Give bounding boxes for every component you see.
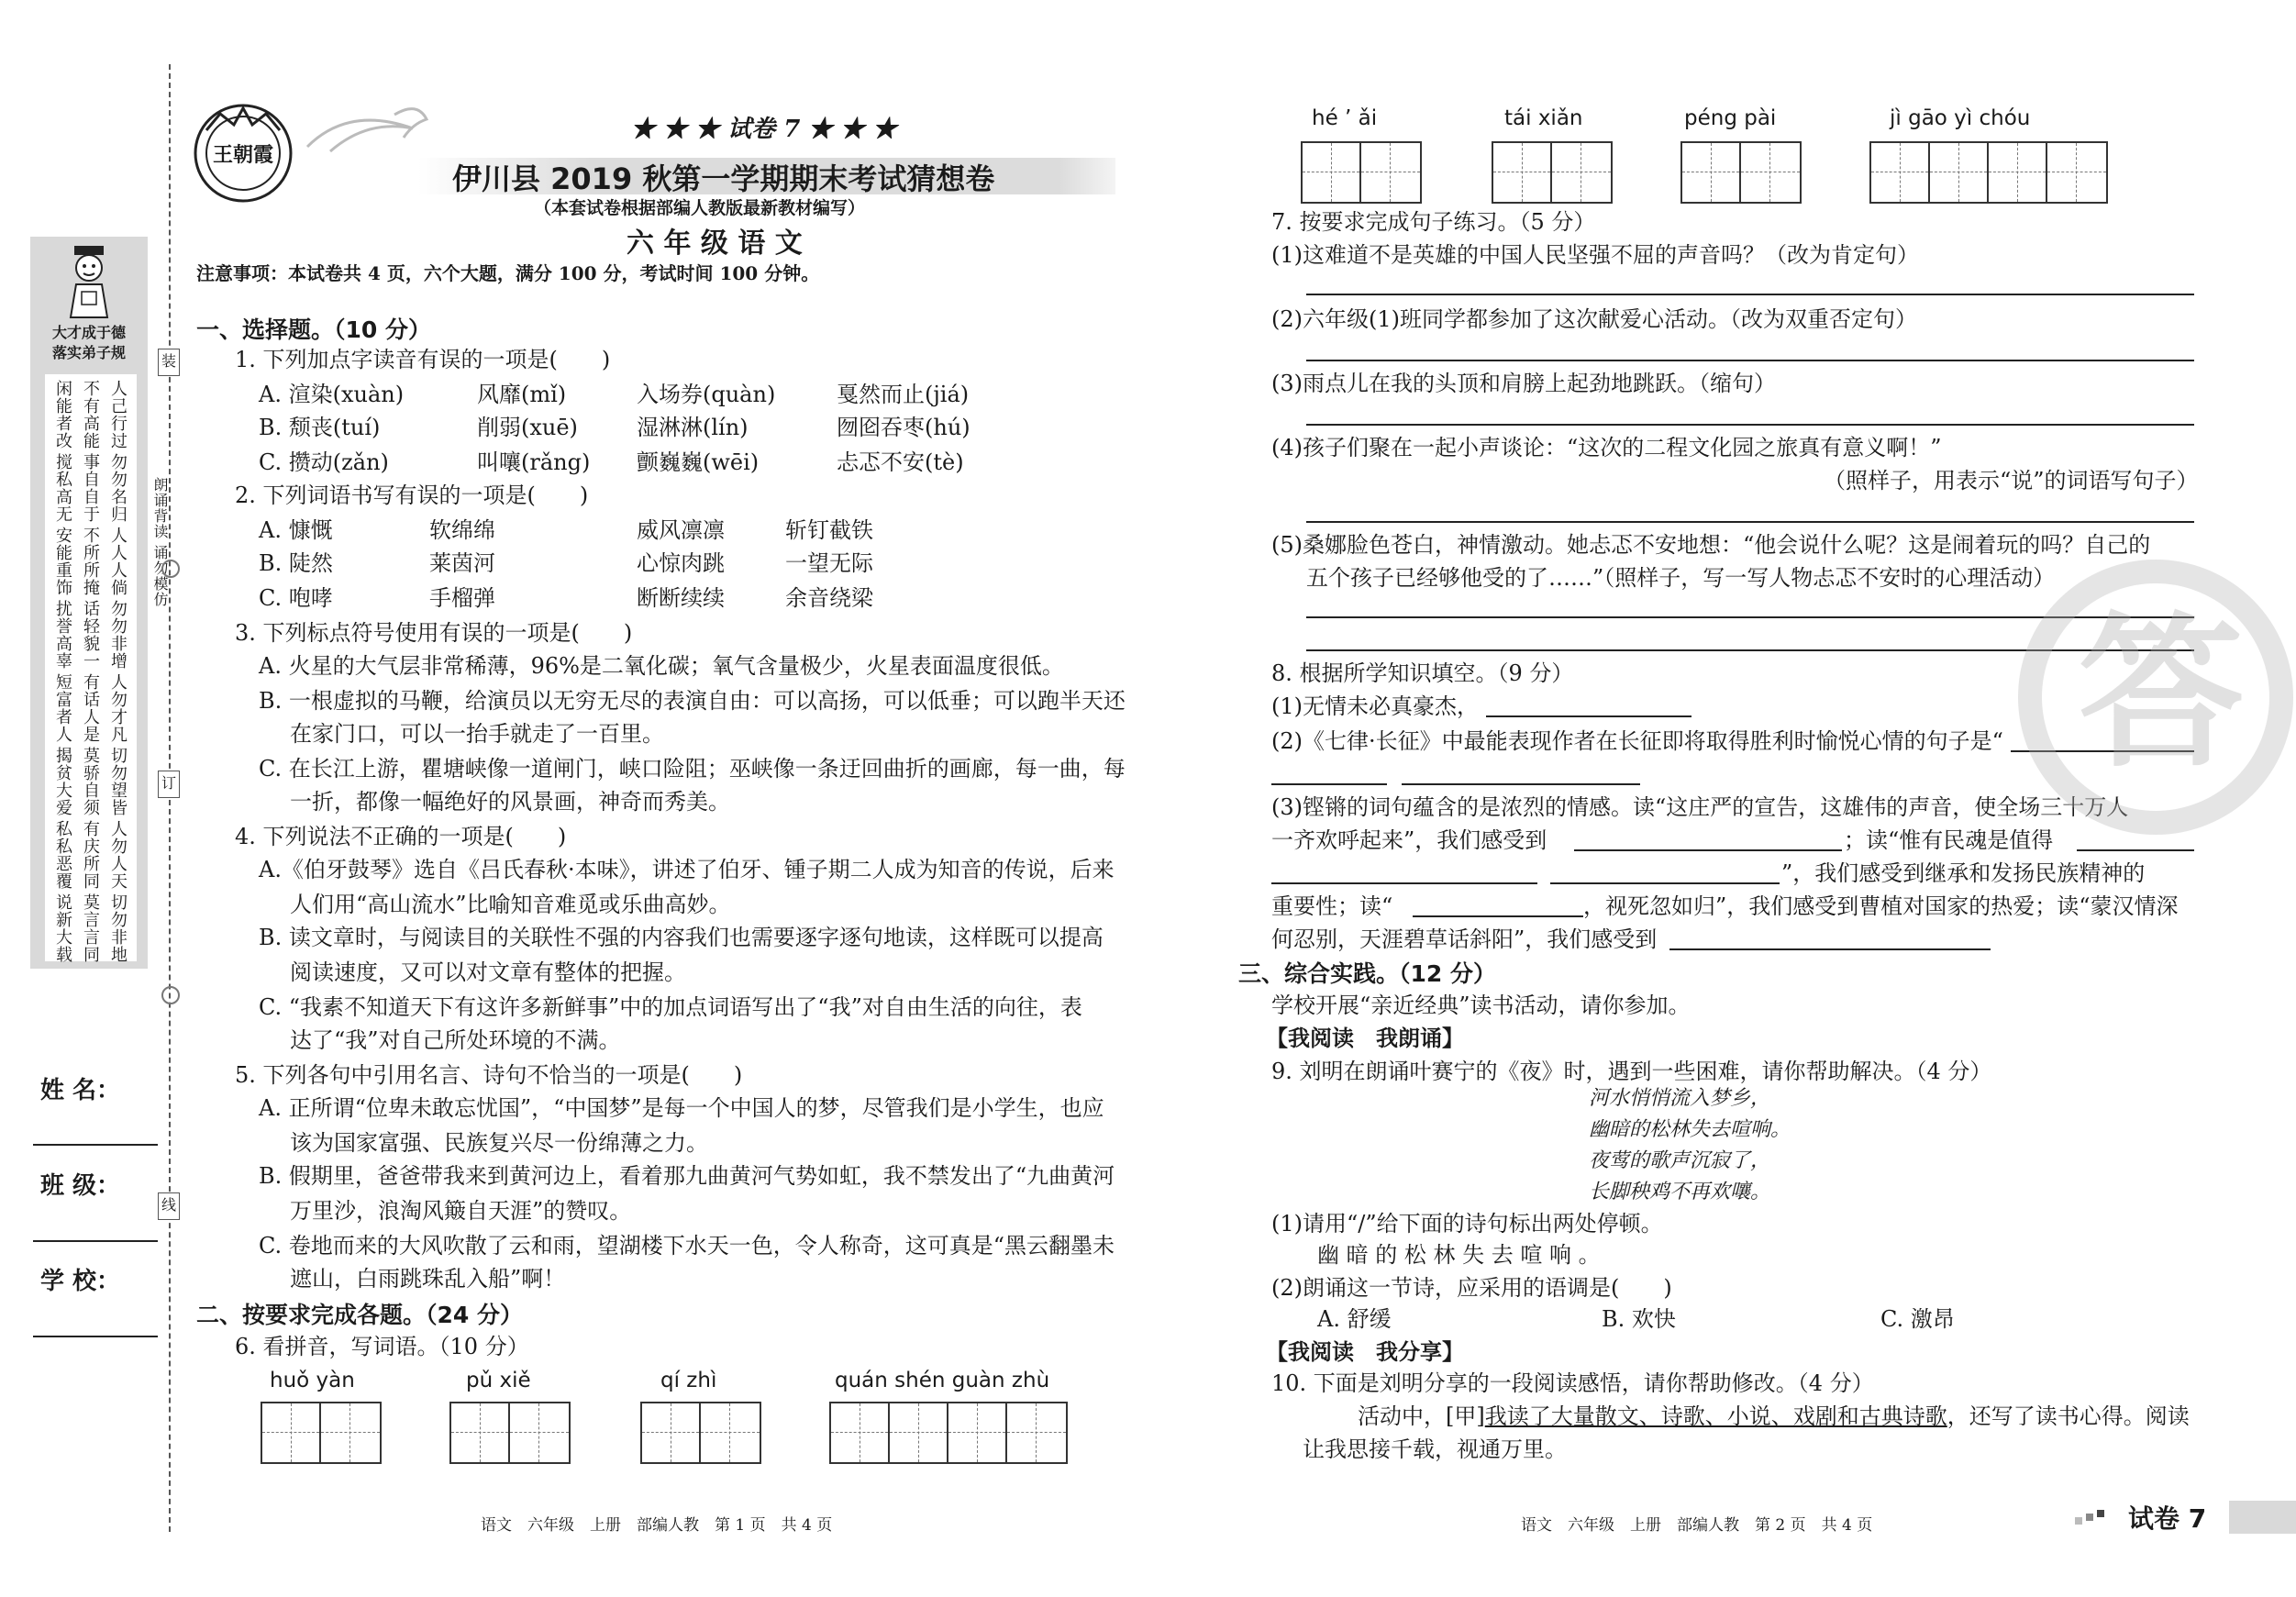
poem-line-3: 夜莺的歌声沉寂了，: [1589, 1149, 1771, 1172]
tag-read-share: 【我阅读 我分享】: [1266, 1339, 1464, 1365]
motto-column: 说新大载: [53, 893, 72, 963]
grade-subject: 六 年 级 语 文: [627, 227, 803, 260]
section3-intro: 学校开展“亲近经典”读书活动，请你参加。: [1271, 993, 1691, 1018]
q5-a2: 该为国家富强、民族复兴尽一份绵薄之力。: [290, 1130, 708, 1156]
footer-tag: 试卷 7: [2128, 1503, 2207, 1534]
q1-b2: 削弱(xuē): [477, 415, 578, 440]
q2-a3: 威风凛凛: [637, 517, 725, 543]
punch-hole-1: [161, 560, 180, 578]
q8-s3b2: ；读“惟有民魂是值得: [1844, 827, 2054, 853]
pinyin-8: jì gāo yì chóu: [1890, 106, 2031, 130]
answer-grid-1[interactable]: [261, 1402, 382, 1464]
poem-line-4: 长脚秧鸡不再欢嚷。: [1589, 1181, 1771, 1203]
q7-answer-3[interactable]: [1306, 424, 2194, 426]
q2-stem: 2. 下列词语书写有误的一项是( ): [235, 482, 589, 508]
q8-stem: 8. 根据所学知识填空。（9 分）: [1271, 660, 1574, 686]
q8-blank-6[interactable]: [1413, 915, 1583, 917]
punch-hole-2: [161, 986, 180, 1004]
motto-column: 不有高能: [81, 380, 100, 449]
q7-stem: 7. 按要求完成句子练习。（5 分）: [1271, 209, 1596, 235]
seal-mark-2: 订: [158, 771, 180, 798]
answer-grid-6[interactable]: [1492, 141, 1613, 204]
q5-stem: 5. 下列各句中引用名言、诗句不恰当的一项是( ): [235, 1062, 743, 1088]
q7-s2: (2)六年级(1)班同学都参加了这次献爱心活动。（改为双重否定句）: [1271, 306, 1917, 332]
section1-heading: 一、选择题。（10 分）: [196, 316, 431, 343]
q9-option-c[interactable]: C. 激昂: [1880, 1306, 1955, 1332]
q4-a2: 人们用“高山流水”比喻知音难觅或乐曲高妙。: [290, 892, 731, 917]
q2-a4: 斩钉截铁: [785, 517, 873, 543]
footer-corner-band: [2229, 1501, 2296, 1534]
q3-a[interactable]: A. 火星的大气层非常稀薄，96%是二氧化碳；氧气含量极少，火星表面温度很低。: [259, 653, 1064, 679]
q1-b4: 囫囵吞枣(hú): [837, 415, 971, 440]
q7-answer-1[interactable]: [1306, 294, 2194, 295]
q2-a2: 软绵绵: [429, 517, 495, 543]
q2-b3: 心惊肉跳: [637, 550, 725, 576]
q1-b1[interactable]: B. 颓丧(tuí): [259, 415, 381, 440]
motto-column: 人己行过: [108, 380, 128, 449]
motto-column: 切勿非地: [108, 893, 128, 963]
q9-s1-line[interactable]: 幽 暗 的 松 林 失 去 喧 响 。: [1317, 1242, 1601, 1268]
class-field[interactable]: [33, 1240, 158, 1242]
seal-mark-1: 装: [158, 349, 180, 376]
q3-c2: 一折，都像一幅绝好的风景画，神奇而秀美。: [290, 789, 730, 815]
q8-blank-1[interactable]: [1486, 715, 1691, 717]
binding-line: [169, 64, 171, 1532]
q4-c1[interactable]: C. “我素不知道天下有这许多新鲜事”中的加点词语写出了“我”对自由生活的向往，表: [259, 994, 1082, 1020]
motto-column: 揭贫大爱: [53, 747, 72, 816]
q2-b4: 一望无际: [785, 550, 873, 576]
notice: 注意事项：本试卷共 4 页，六个大题，满分 100 分，考试时间 100 分钟。: [196, 262, 820, 284]
motto-column: 私私恶覆: [53, 820, 72, 890]
vertical-note: 朗诵背读 诵勿模仿: [151, 477, 169, 608]
q1-a2: 风靡(mǐ): [477, 382, 567, 407]
q1-a4: 戛然而止(jiá): [837, 382, 970, 407]
poem-line-2: 幽暗的松林失去喧响。: [1589, 1118, 1791, 1141]
exam-subtitle: （本套试卷根据部编人教版最新教材编写）: [534, 198, 866, 218]
q7-s4: (4)孩子们聚在一起小声谈论：“这次的二程文化园之旅真有意义啊！”: [1271, 435, 1942, 460]
q5-c2: 遮山，白雨跳珠乱入船”啊！: [290, 1266, 566, 1292]
q9-s2: (2)朗诵这一节诗，应采用的语调是( ): [1271, 1275, 1672, 1301]
q9-option-a[interactable]: A. 舒缓: [1317, 1306, 1392, 1332]
q8-s3d2: ，视死忽如归”，我们感受到曹植对国家的热爱；读“蒙汉情深: [1583, 893, 2179, 919]
motto-column: 不所所掩: [81, 527, 100, 596]
q8-blank-5a[interactable]: [1271, 882, 1537, 884]
motto-board: [30, 237, 148, 969]
q8-blank-4[interactable]: [2077, 849, 2194, 851]
footer-left: 语文 六年级 上册 部编人教 第 1 页 共 4 页: [481, 1516, 833, 1535]
motto-top: 大才成于德: [51, 324, 126, 341]
q10-stem: 10. 下面是刘明分享的一段阅读感悟，请你帮助修改。（4 分）: [1271, 1370, 1874, 1396]
motto-column: 莫言言同: [81, 893, 100, 963]
q8-blank-2b[interactable]: [1271, 783, 1387, 785]
q5-a1[interactable]: A. 正所谓“位卑未敢忘忧国”，“中国梦”是每一个中国人的梦，尽管我们是小学生，也应: [259, 1095, 1104, 1121]
exam-title: 伊川县 2019 秋第一学期期末考试猜想卷: [452, 161, 995, 196]
logo-text: 王朝霞: [212, 143, 273, 167]
motto-column: 短富者人: [53, 673, 72, 743]
q8-s3d: 重要性；读“: [1271, 893, 1393, 919]
motto-column: 人人人倘: [108, 527, 128, 596]
q7-s5b: 五个孩子已经够他受的了……”（照样子，写一写人物忐忑不安时的心理活动）: [1306, 565, 2056, 591]
q3-c1[interactable]: C. 在长江上游，瞿塘峡像一道闸门，峡口险阻；巫峡像一条迂回曲折的画廊，每一曲，每: [259, 756, 1126, 782]
q1-a1[interactable]: A. 渲染(xuàn): [259, 382, 405, 407]
motto-column: 莫骄自须: [81, 747, 100, 816]
q9-option-b[interactable]: B. 欢快: [1602, 1306, 1676, 1332]
pinyin-6: tái xiǎn: [1504, 106, 1583, 130]
q8-blank-7[interactable]: [1669, 948, 1991, 950]
motto-column: 安能重饰: [53, 527, 72, 596]
pinyin-7: péng pài: [1684, 106, 1777, 130]
q10-underlined-sentence: 我读了大量散文、诗歌、小说、戏剧和古典诗歌: [1484, 1403, 1947, 1429]
q2-c2: 手榴弹: [429, 585, 495, 611]
pinyin-3: qí zhì: [660, 1369, 717, 1392]
motto-column: 事自自于: [81, 453, 100, 523]
q8-blank-3[interactable]: [1574, 849, 1842, 851]
q8-s3e: 何忍别，天涯碧草话斜阳”，我们感受到: [1271, 926, 1658, 952]
q2-b2: 莱茵河: [429, 550, 495, 576]
q7-s1: (1)这难道不是英雄的中国人民坚强不屈的声音吗？（改为肯定句）: [1271, 242, 1919, 268]
school-field[interactable]: [33, 1336, 158, 1337]
q2-c3: 断断续续: [637, 585, 725, 611]
motto-column: 切勿望皆: [108, 747, 128, 816]
q2-b1[interactable]: B. 陡然: [259, 550, 333, 576]
scholar-figure: [61, 246, 116, 319]
motto-column: 人勿人天: [108, 820, 128, 890]
q2-a1[interactable]: A. 慷慨: [259, 517, 333, 543]
motto-column: 扰誉高辜: [53, 600, 72, 670]
q6-stem: 6. 看拼音，写词语。（10 分）: [235, 1334, 529, 1359]
q9-s1: (1)请用“/”给下面的诗句标出两处停顿。: [1271, 1211, 1663, 1237]
q10-p2: 让我思接千载，视通万里。: [1303, 1436, 1567, 1462]
q10-p1-start: 活动中，[甲]: [1358, 1403, 1485, 1429]
section3-heading: 三、综合实践。（12 分）: [1238, 960, 1496, 987]
q5-b1[interactable]: B. 假期里，爸爸带我来到黄河边上，看着那九曲黄河气势如虹，我不禁发出了“九曲黄河: [259, 1163, 1115, 1189]
q7-answer-2[interactable]: [1306, 360, 2194, 361]
q4-c2: 达了“我”对自己所处环境的不满。: [290, 1027, 621, 1053]
motto-column: 搅私高无: [53, 453, 72, 523]
q8-s1: (1)无情未必真豪杰，: [1271, 693, 1479, 719]
motto-columns: [45, 374, 137, 961]
q4-b1[interactable]: B. 读文章时，与阅读目的关联性不强的内容我们也需要逐字逐句地读，这样既可以提高: [259, 925, 1104, 950]
q1-b3: 湿淋淋(lín): [637, 415, 749, 440]
q8-blank-2c[interactable]: [1402, 783, 1640, 785]
logo-emblem: [193, 103, 294, 204]
q1-a3: 入场券(quàn): [637, 382, 776, 407]
exam-series: ★ ★ ★ 试卷 7 ★ ★ ★: [631, 116, 897, 143]
q1-c1[interactable]: C. 攒动(zǎn): [259, 449, 389, 475]
q2-c4: 余音绕梁: [785, 585, 873, 611]
motto-column: 人勿才凡: [108, 673, 128, 743]
q7-s4-instruction: （照样子，用表示“说”的词语写句子）: [1824, 468, 2199, 494]
q2-c1[interactable]: C. 咆哮: [259, 585, 333, 611]
q4-b2: 阅读速度，又可以对文章有整体的把握。: [290, 959, 686, 985]
motto-column: 勿勿非增: [108, 600, 128, 670]
q1-c4: 忐忑不安(tè): [837, 449, 964, 475]
answer-grid-2[interactable]: [449, 1402, 571, 1464]
q3-b1[interactable]: B. 一根虚拟的马鞭，给演员以无穷无尽的表演自由：可以高扬，可以低垂；可以跑半天还: [259, 688, 1126, 714]
q7-s3: (3)雨点儿在我的头顶和肩膀上起劲地跳跃。（缩句）: [1271, 371, 1776, 396]
q9-stem: 9. 刘明在朗诵叶赛宁的《夜》时，遇到一些困难，请你帮助解决。（4 分）: [1271, 1059, 1992, 1084]
answer-grid-4[interactable]: [829, 1402, 1068, 1464]
q4-stem: 4. 下列说法不正确的一项是( ): [235, 824, 567, 849]
answer-grid-7[interactable]: [1680, 141, 1802, 204]
pinyin-1: huǒ yàn: [270, 1369, 355, 1392]
q3-stem: 3. 下列标点符号使用有误的一项是( ): [235, 620, 633, 646]
poem-line-1: 河水悄悄流入梦乡，: [1589, 1087, 1771, 1110]
motto-column: 有庆所同: [81, 820, 100, 890]
motto-column: 闲能者改: [53, 380, 72, 449]
answer-grid-5[interactable]: [1301, 141, 1422, 204]
q10-p1-end: ，还写了读书心得。阅读: [1947, 1403, 2190, 1429]
q3-b2: 在家门口，可以一抬手就走了一百里。: [290, 721, 664, 747]
q1-stem: 1. 下列加点字读音有误的一项是( ): [235, 347, 611, 372]
watermark-glyph: 答: [2079, 596, 2245, 790]
q1-c2: 叫嚷(rǎng): [477, 449, 591, 475]
corner-dots: [2075, 1508, 2112, 1526]
q10-p1: [1358, 1400, 2190, 1433]
q8-s3b: 一齐欢呼起来”，我们感受到: [1271, 827, 1547, 853]
pinyin-2: pǔ xiě: [466, 1369, 531, 1392]
motto-column: 有话人是: [81, 673, 100, 743]
motto-column: 话轻貌一: [81, 600, 100, 670]
school-label: 学 校：: [40, 1268, 121, 1295]
q4-a1[interactable]: A.《伯牙鼓琴》选自《吕氏春秋·本味》，讲述了伯牙、锺子期二人成为知音的传说，后来: [259, 857, 1115, 882]
ribbon-decoration: [303, 101, 431, 156]
tag-read-recite: 【我阅读 我朗诵】: [1266, 1026, 1464, 1051]
class-label: 班 级：: [40, 1172, 121, 1200]
pinyin-4: quán shén guàn zhù: [835, 1369, 1050, 1392]
q8-blank-5b[interactable]: [1550, 882, 1780, 884]
q7-answer-4[interactable]: [1306, 521, 2194, 523]
name-label: 姓 名：: [40, 1077, 121, 1104]
pinyin-5: hé ’ ǎi: [1312, 106, 1378, 130]
q5-c1[interactable]: C. 卷地而来的大风吹散了云和雨，望湖楼下水天一色，令人称奇，这可真是“黑云翻墨未: [259, 1233, 1115, 1259]
seal-mark-3: 线: [158, 1192, 180, 1220]
q8-s3a: (3)铿锵的词句蕴含的是浓烈的情感。读“这庄严的宣告，这雄伟的声音，使全场三十万人: [1271, 794, 2129, 820]
footer-right: 语文 六年级 上册 部编人教 第 2 页 共 4 页: [1521, 1516, 1873, 1535]
q1-c3: 颤巍巍(wēi): [637, 449, 760, 475]
answer-watermark: [2018, 560, 2293, 835]
q5-b2: 万里沙，浪淘风簸自天涯”的赞叹。: [290, 1198, 632, 1224]
section2-heading: 二、按要求完成各题。（24 分）: [196, 1302, 523, 1328]
motto-column: 勿勿名归: [108, 453, 128, 523]
answer-grid-3[interactable]: [640, 1402, 761, 1464]
q8-s3c: ”，我们感受到继承和发扬民族精神的: [1781, 860, 2146, 886]
q8-s2: (2)《七律·长征》中最能表现作者在长征即将取得胜利时愉悦心情的句子是“: [1271, 728, 2003, 754]
q7-s5a: (5)桑娜脸色苍白，神情激动。她忐忑不安地想：“他会说什么呢？这是闹着玩的吗？自己的: [1271, 532, 2151, 558]
answer-grid-8[interactable]: [1869, 141, 2108, 204]
name-field[interactable]: [33, 1144, 158, 1146]
motto-bottom: 落实弟子规: [51, 344, 126, 361]
